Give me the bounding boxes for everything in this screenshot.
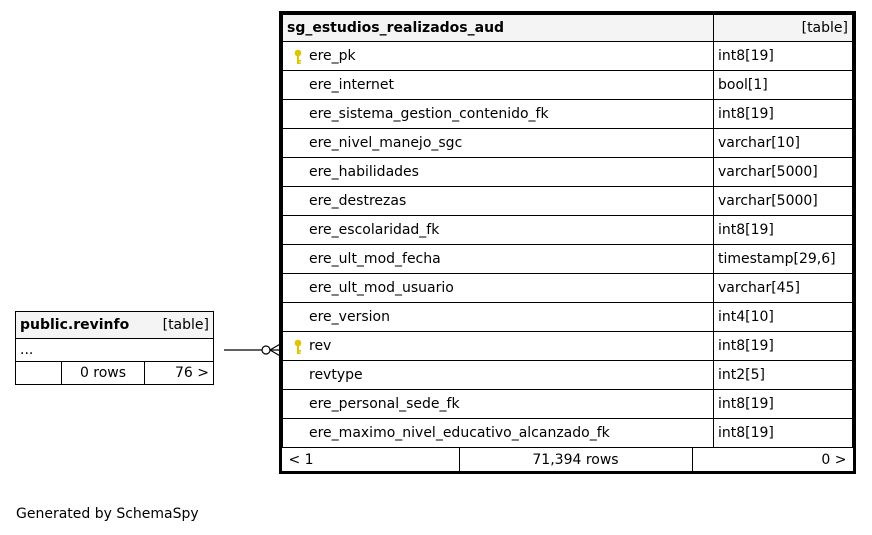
column-name bbox=[283, 42, 714, 71]
column-row[interactable] bbox=[283, 42, 853, 71]
column-name-label: ere_pk bbox=[309, 48, 356, 64]
column-row[interactable] bbox=[283, 158, 853, 187]
column-row[interactable] bbox=[283, 216, 853, 245]
column-row[interactable] bbox=[283, 71, 853, 100]
column-name bbox=[283, 187, 714, 216]
column-name bbox=[283, 303, 714, 332]
key-icon bbox=[293, 339, 303, 355]
column-type: int8[19] bbox=[714, 419, 853, 448]
column-row[interactable] bbox=[283, 419, 853, 448]
column-name-label: ere_destrezas bbox=[309, 193, 407, 209]
table-kind: [table] bbox=[145, 312, 214, 339]
column-row[interactable] bbox=[283, 274, 853, 303]
column-name-label: ere_nivel_manejo_sgc bbox=[309, 135, 463, 151]
column-name bbox=[283, 100, 714, 129]
column-type: int8[19] bbox=[714, 100, 853, 129]
column-type: int8[19] bbox=[714, 390, 853, 419]
column-row[interactable] bbox=[283, 245, 853, 274]
column-name-label: ere_ult_mod_fecha bbox=[309, 251, 441, 267]
column-row[interactable] bbox=[283, 390, 853, 419]
table-footer bbox=[283, 448, 853, 472]
column-row[interactable] bbox=[283, 332, 853, 361]
column-name bbox=[283, 274, 714, 303]
column-type: varchar[5000] bbox=[714, 187, 853, 216]
column-type: int4[10] bbox=[714, 303, 853, 332]
column-name bbox=[283, 332, 714, 361]
table-header bbox=[16, 312, 213, 339]
column-name-label: ere_sistema_gestion_contenido_fk bbox=[309, 106, 549, 122]
key-icon bbox=[293, 49, 303, 65]
column-name bbox=[283, 71, 714, 100]
table-name[interactable]: sg_estudios_realizados_aud bbox=[283, 15, 714, 42]
column-row[interactable] bbox=[283, 129, 853, 158]
zero-cardinality-icon bbox=[262, 346, 270, 354]
ellipsis-text: ... bbox=[16, 339, 213, 362]
column-name bbox=[283, 419, 714, 448]
row-count: 0 rows bbox=[62, 362, 145, 385]
column-type: int8[19] bbox=[714, 42, 853, 71]
column-name-label: ere_internet bbox=[309, 77, 395, 93]
table-public-revinfo[interactable] bbox=[15, 311, 214, 385]
column-name-label: ere_escolaridad_fk bbox=[309, 222, 440, 238]
table-name[interactable]: public.revinfo bbox=[16, 312, 145, 339]
column-name-label: ere_version bbox=[309, 309, 390, 325]
column-name-label: ere_maximo_nivel_educativo_alcanzado_fk bbox=[309, 425, 610, 441]
generated-by-note: Generated by SchemaSpy bbox=[16, 506, 199, 522]
column-type: timestamp[29,6] bbox=[714, 245, 853, 274]
row-count: 71,394 rows bbox=[459, 448, 692, 471]
column-name bbox=[283, 158, 714, 187]
column-name-label: ere_habilidades bbox=[309, 164, 419, 180]
table-footer bbox=[16, 362, 213, 385]
column-name-label: ere_personal_sede_fk bbox=[309, 396, 460, 412]
column-type: varchar[45] bbox=[714, 274, 853, 303]
parents-count[interactable]: < 1 bbox=[283, 448, 460, 471]
column-row[interactable] bbox=[283, 303, 853, 332]
table-sg-estudios-realizados-aud[interactable] bbox=[279, 11, 856, 474]
children-count[interactable]: 76 > bbox=[145, 362, 214, 385]
column-name bbox=[283, 390, 714, 419]
parents-count[interactable] bbox=[16, 362, 62, 385]
column-row[interactable] bbox=[283, 100, 853, 129]
column-type: int2[5] bbox=[714, 361, 853, 390]
column-name bbox=[283, 216, 714, 245]
column-name bbox=[283, 245, 714, 274]
column-name bbox=[283, 129, 714, 158]
column-type: varchar[10] bbox=[714, 129, 853, 158]
column-name-label: ere_ult_mod_usuario bbox=[309, 280, 454, 296]
collapsed-columns bbox=[16, 339, 213, 362]
column-row[interactable] bbox=[283, 187, 853, 216]
column-type: varchar[5000] bbox=[714, 158, 853, 187]
column-name-label: rev bbox=[309, 338, 332, 354]
children-count[interactable]: 0 > bbox=[821, 451, 847, 468]
column-row[interactable] bbox=[283, 361, 853, 390]
table-kind: [table] bbox=[714, 15, 853, 42]
column-type: bool[1] bbox=[714, 71, 853, 100]
column-name bbox=[283, 361, 714, 390]
column-type: int8[19] bbox=[714, 216, 853, 245]
column-name-label: revtype bbox=[309, 367, 363, 383]
table-header bbox=[283, 15, 853, 42]
column-type: int8[19] bbox=[714, 332, 853, 361]
